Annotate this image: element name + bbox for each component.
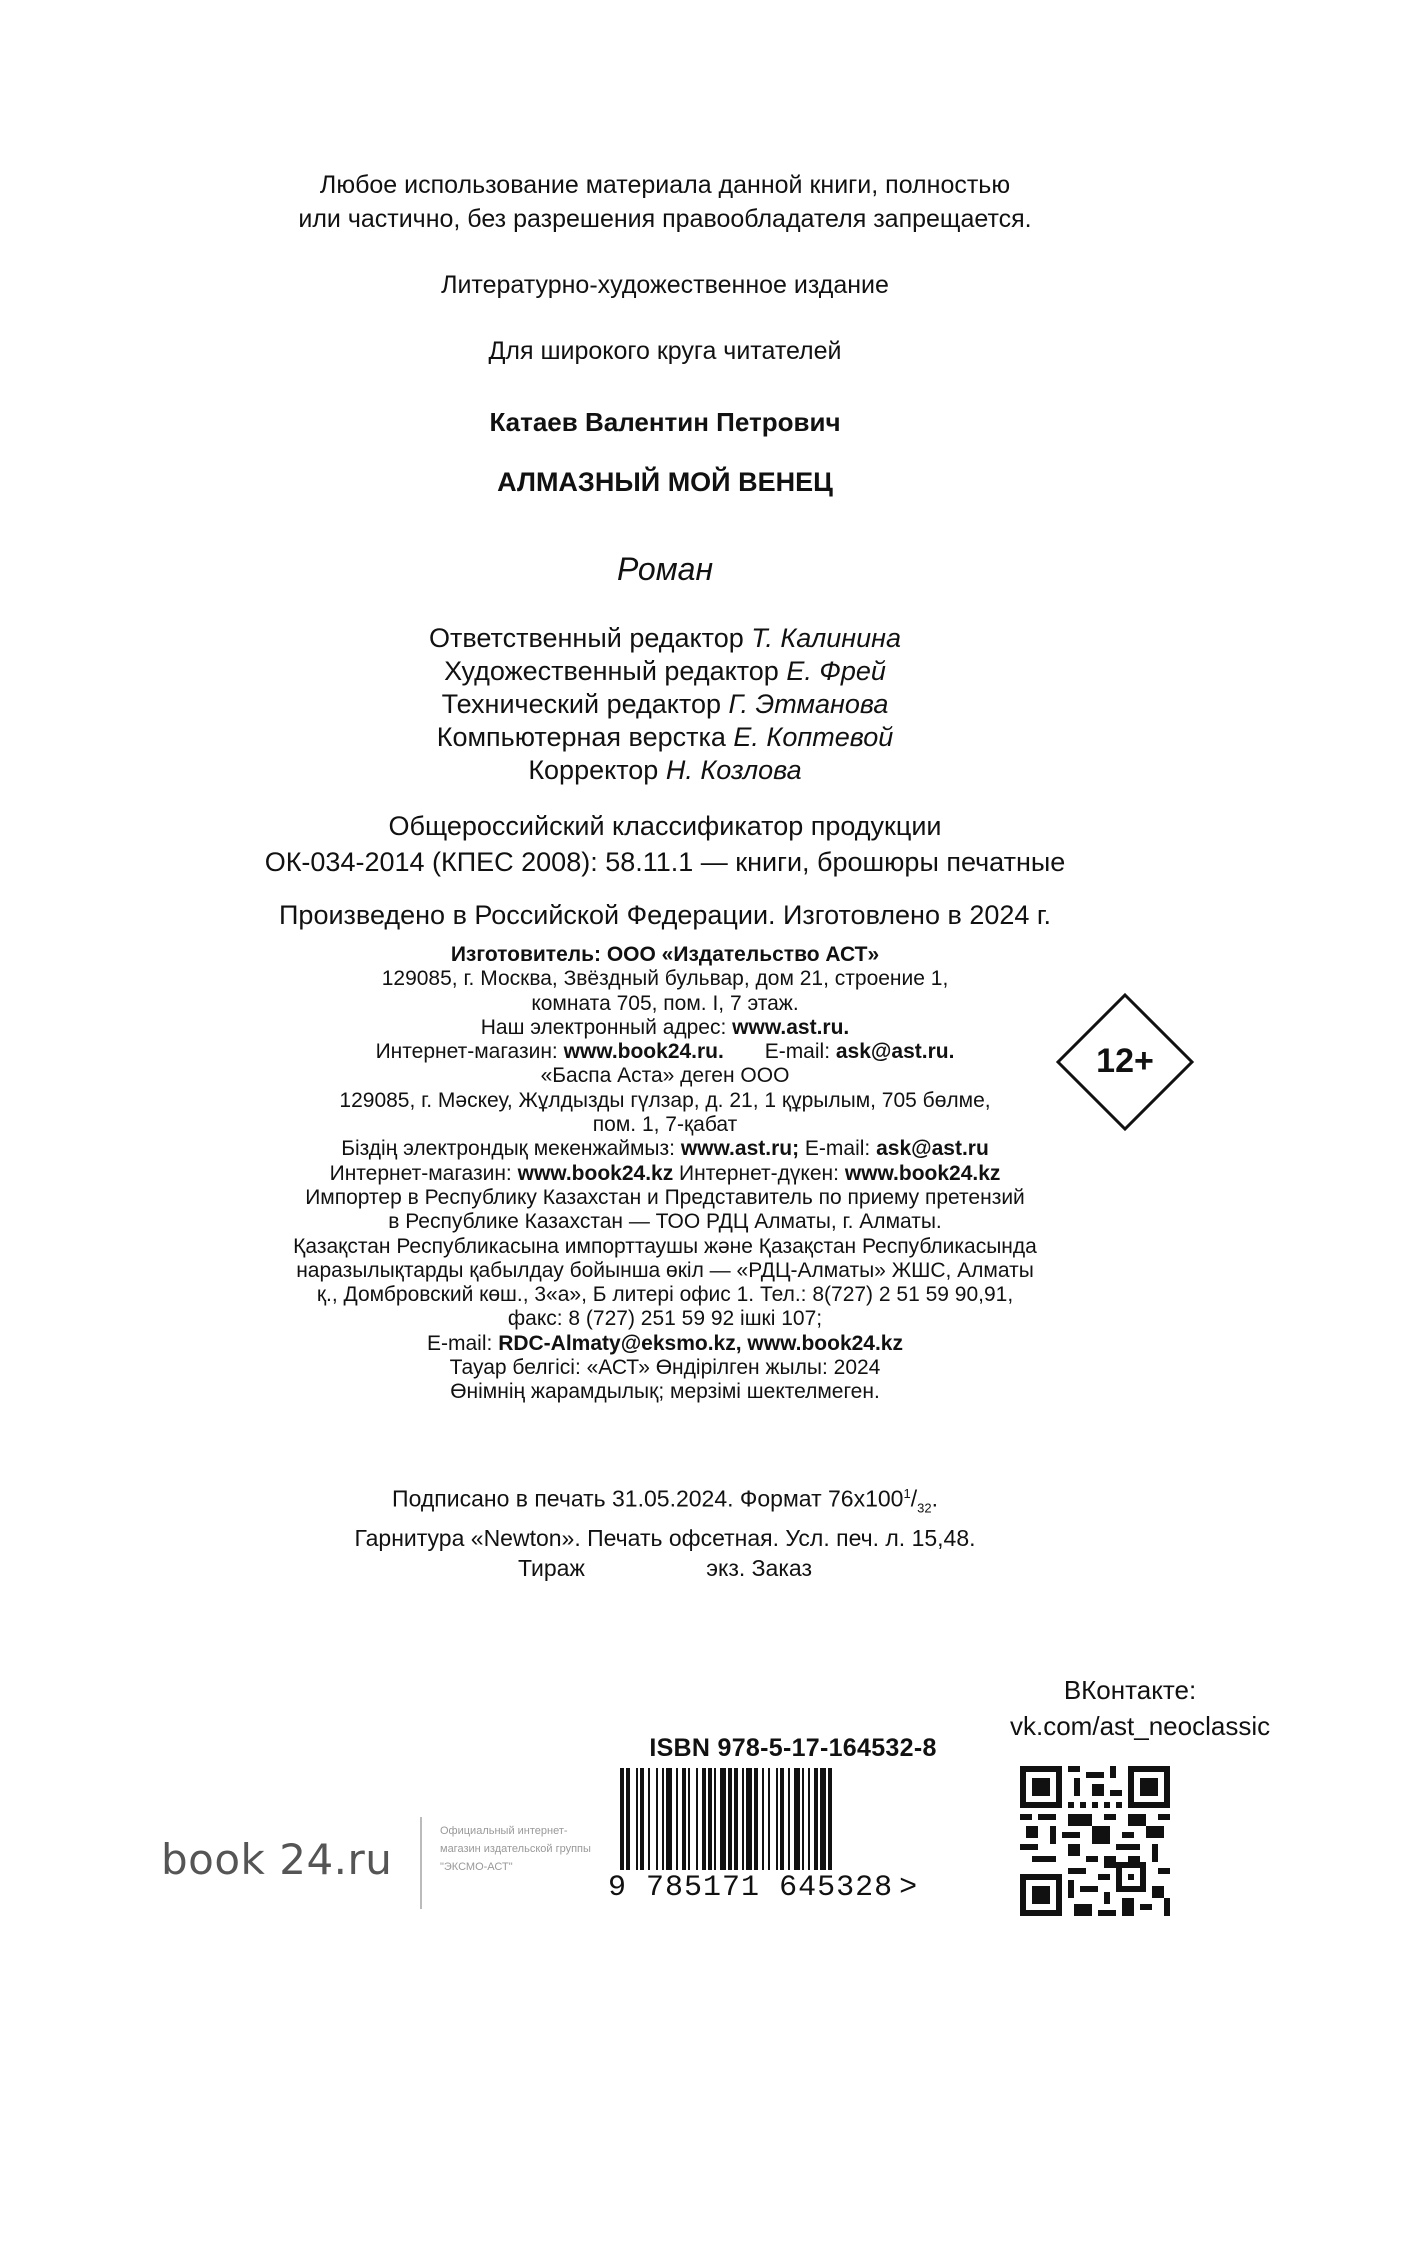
- web-url: www.ast.ru.: [732, 1015, 850, 1039]
- genre: Роман: [616, 551, 714, 587]
- kz-email2-label: E-mail:: [427, 1331, 493, 1355]
- isbn: ISBN 978-5-17-164532-8: [649, 1734, 937, 1762]
- audience: Для широкого круга читателей: [488, 337, 842, 365]
- kz-email-line: [0, 1332, 1330, 1356]
- credit-role: Ответственный редактор: [429, 623, 744, 653]
- web-label: Наш электронный адрес:: [480, 1015, 727, 1039]
- classifier-line: ОК-034-2014 (КПЕС 2008): 58.11.1 — книги, брошюры печатные: [264, 847, 1066, 877]
- credit-line: [0, 622, 1330, 655]
- credit-line: [0, 754, 1330, 787]
- book24-divider: [420, 1817, 422, 1909]
- kz-address: 129085, г. Мәскеу, Жұлдызды гүлзар, д. 21, 1 құрылым, 705 бөлме,: [339, 1088, 991, 1112]
- shop-url: www.book24.ru.: [563, 1040, 724, 1064]
- kz-web-url: www.ast.ru;: [680, 1137, 800, 1161]
- kz-web: [0, 1137, 1330, 1161]
- email-address: ask@ast.ru.: [835, 1040, 955, 1064]
- copyright-notice: [0, 168, 1330, 236]
- vk-label: ВКонтакте:: [1063, 1675, 1197, 1705]
- kz-name: «Баспа Аста» деген ООО: [540, 1064, 790, 1088]
- format-suffix: .: [931, 1485, 938, 1512]
- kz-importer: в Республике Казахстан — ТОО РДЦ Алматы, г. Алматы.: [388, 1210, 942, 1234]
- format-denominator: 32: [917, 1500, 932, 1516]
- printing-info: [0, 1479, 1330, 1583]
- credit-role: Компьютерная верстка: [436, 722, 726, 752]
- signed-text: Подписано в печать 31.05.2024. Формат 76x100: [392, 1485, 904, 1512]
- classifier-line: Общероссийский классификатор продукции: [388, 811, 942, 841]
- typeface-line: Гарнитура «Newton». Печать офсетная. Усл. печ. л. 15,48.: [354, 1525, 976, 1552]
- production-note: Произведено в Российской Федерации. Изготовлено в 2024 г.: [279, 900, 1051, 930]
- credits: [0, 622, 1330, 787]
- kz-shop: [0, 1162, 1330, 1186]
- kz-importer-kazakh: факс: 8 (727) 251 59 92 ішкі 107;: [507, 1307, 823, 1331]
- copyright-notice-line: или частично, без разрешения правообладателя запрещается.: [298, 205, 1032, 233]
- kz-shop-url-2: www.book24.kz: [844, 1161, 1001, 1185]
- book24-logo: book 24.ru: [161, 1835, 393, 1884]
- product-classifier: [0, 808, 1330, 880]
- credit-name: Е. Фрей: [786, 656, 886, 686]
- barcode-group-2: 645328: [779, 1871, 894, 1905]
- barcode-lead-digit: 9: [608, 1871, 628, 1905]
- kz-importer: Импортер в Республику Казахстан и Представитель по приему претензий: [305, 1185, 1025, 1209]
- credit-role: Художественный редактор: [444, 656, 779, 686]
- vk-url[interactable]: vk.com/ast_neoclassic: [1010, 1711, 1271, 1741]
- credit-role: Корректор: [528, 755, 659, 785]
- copyright-notice-line: Любое использование материала данной книги, полностью: [319, 171, 1011, 199]
- author-name: Катаев Валентин Петрович: [489, 407, 841, 437]
- qr-code-icon: [1020, 1766, 1170, 1916]
- kz-email2: RDC-Almaty@eksmo.kz, www.book24.kz: [498, 1331, 903, 1355]
- kz-shop-label-2: Интернет-дүкен:: [679, 1161, 839, 1185]
- shop-label: Интернет-магазин:: [375, 1040, 558, 1064]
- age-rating-label: 12+: [1096, 1042, 1154, 1080]
- kz-web-label: Біздің электрондық мекенжаймыз:: [341, 1137, 675, 1161]
- manufacturer-label-text: Изготовитель: ООО «Издательство АСТ»: [450, 943, 880, 966]
- age-rating-badge: [1055, 992, 1195, 1132]
- kz-shop-label: Интернет-магазин:: [329, 1161, 512, 1185]
- edition-type: Литературно-художественное издание: [441, 271, 889, 299]
- kz-importer-kazakh: Қазақстан Республикасына импорттаушы және Қазақстан Республикасында: [293, 1234, 1037, 1258]
- print-run-label: Тираж: [518, 1555, 585, 1582]
- format-numerator: 1: [903, 1486, 911, 1501]
- kz-shelf-life: Өнімнің жарамдылық; мерзімі шектелмеген.: [450, 1380, 880, 1404]
- credit-line: [0, 688, 1330, 721]
- kz-trademark: Тауар белгісі: «АСТ» Өндірілген жылы: 2024: [449, 1356, 881, 1380]
- kz-email: ask@ast.ru: [876, 1137, 989, 1161]
- print-run-line: [0, 1553, 1330, 1583]
- email-label: E-mail:: [764, 1040, 831, 1064]
- credit-line: [0, 721, 1330, 754]
- credit-name: Н. Козлова: [665, 755, 802, 785]
- manufacturer-label: [0, 943, 1330, 967]
- book-title: АЛМАЗНЫЙ МОЙ ВЕНЕЦ: [497, 467, 833, 497]
- credit-line: [0, 655, 1330, 688]
- kz-importer-kazakh: наразылықтарды қабылдау бойынша өкіл — «РДЦ-Алматы» ЖШС, Алматы: [296, 1258, 1034, 1282]
- book24-note: Официальный интернет-магазин издательской группы "ЭКСМО-АСТ": [440, 1825, 591, 1873]
- credit-name: Г. Этманова: [728, 689, 889, 719]
- kz-importer-kazakh: қ., Домбровский көш., 3«а», Б литері офис 1. Тел.: 8(727) 2 51 59 90,91,: [316, 1283, 1014, 1307]
- kz-address: пом. 1, 7-қабат: [592, 1113, 738, 1137]
- kz-email-label: E-mail:: [804, 1137, 871, 1161]
- credit-name: Т. Калинина: [751, 623, 901, 653]
- credit-role: Технический редактор: [441, 689, 722, 719]
- manufacturer-address: комната 705, пом. I, 7 этаж.: [531, 991, 799, 1015]
- barcode-digits: [604, 1870, 968, 1906]
- barcode-group-1: 785171: [646, 1871, 761, 1905]
- kz-shop-url: www.book24.kz: [517, 1161, 674, 1185]
- order-label: экз. Заказ: [706, 1555, 812, 1582]
- vk-contact: [1010, 1672, 1271, 1744]
- manufacturer-address: 129085, г. Москва, Звёздный бульвар, дом 21, строение 1,: [381, 967, 949, 991]
- credit-name: Е. Коптевой: [733, 722, 894, 752]
- signed-to-print: Подписано в печать 31.05.2024. Формат $76x100^1/_{32}$.: [392, 1485, 938, 1516]
- barcode-tail: >: [899, 1871, 919, 1905]
